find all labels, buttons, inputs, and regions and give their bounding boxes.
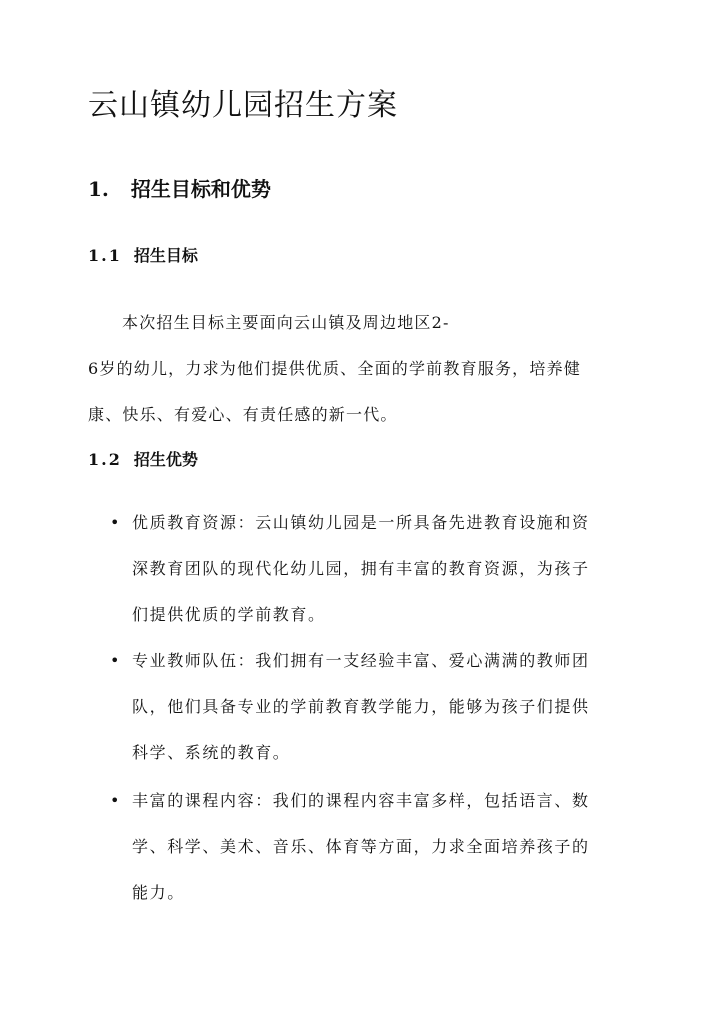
bullet-list-item xyxy=(88,500,628,638)
subsection-heading-1-1 xyxy=(88,242,198,270)
bullet-icon: • xyxy=(110,513,122,532)
subsection-number: 1.1 xyxy=(88,246,122,265)
bullet-line: 优质教育资源：云山镇幼儿园是一所具备先进教育设施和资 xyxy=(132,513,590,532)
paragraph-line: 6岁的幼儿，力求为他们提供优质、全面的学前教育服务，培养健 xyxy=(88,359,581,378)
paragraph-line: 本次招生目标主要面向云山镇及周边地区2- xyxy=(122,313,450,332)
bullet-icon: • xyxy=(110,791,122,810)
bullet-line: 深教育团队的现代化幼儿园，拥有丰富的教育资源，为孩子 xyxy=(132,559,590,578)
subsection-heading-1-2 xyxy=(88,446,198,474)
bullet-line: 能力。 xyxy=(132,883,185,902)
subsection-number: 1.2 xyxy=(88,450,122,469)
paragraph-line: 康、快乐、有爱心、有责任感的新一代。 xyxy=(88,405,398,424)
bullet-line: 队，他们具备专业的学前教育教学能力，能够为孩子们提供 xyxy=(132,697,590,716)
section-number: 1. xyxy=(88,177,109,201)
subsection-title: 招生优势 xyxy=(133,450,198,469)
bullet-line: 丰富的课程内容：我们的课程内容丰富多样，包括语言、数 xyxy=(132,791,590,810)
section-title: 招生目标和优势 xyxy=(130,177,271,201)
bullet-icon: • xyxy=(110,651,122,670)
bullet-line: 专业教师队伍：我们拥有一支经验丰富、爱心满满的教师团 xyxy=(132,651,590,670)
bullet-text xyxy=(132,638,628,776)
bullet-line: 们提供优质的学前教育。 xyxy=(132,605,326,624)
section-heading-1 xyxy=(88,172,271,206)
page-title: 云山镇幼儿园招生方案 xyxy=(88,88,398,123)
bullet-text xyxy=(132,500,628,638)
bullet-list-item xyxy=(88,778,628,916)
paragraph-recruitment-goal xyxy=(88,300,628,438)
subsection-title: 招生目标 xyxy=(133,246,198,265)
bullet-text xyxy=(132,778,628,916)
bullet-list-item xyxy=(88,638,628,776)
bullet-line: 科学、系统的教育。 xyxy=(132,743,291,762)
bullet-line: 学、科学、美术、音乐、体育等方面，力求全面培养孩子的 xyxy=(132,837,590,856)
